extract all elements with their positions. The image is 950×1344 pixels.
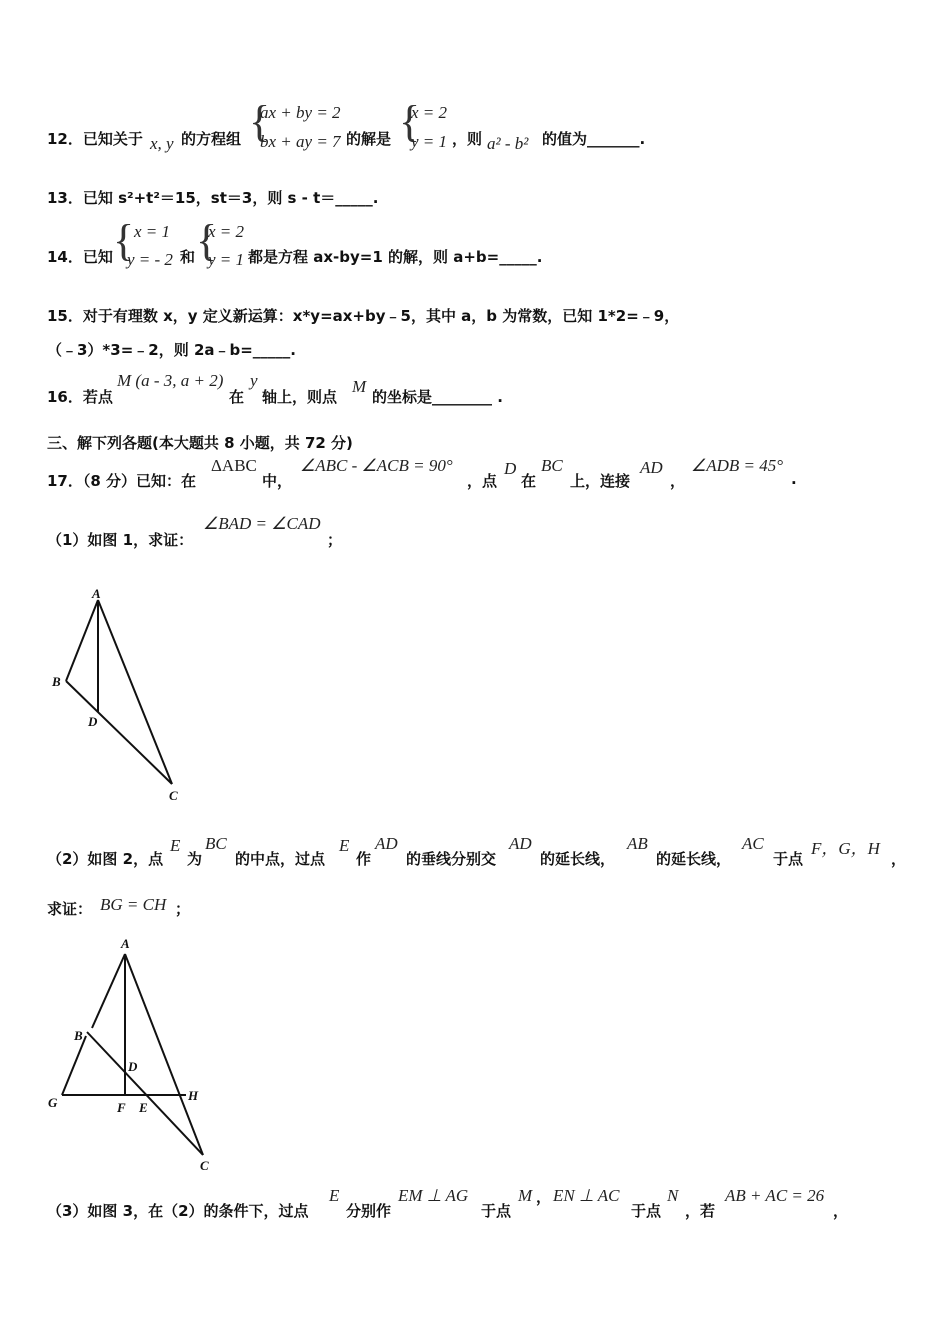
q17-pointD: ，点 — [467, 472, 498, 490]
q17-2-E2: E — [339, 836, 350, 855]
q17-3-prefix: （3）如图 3，在（2）的条件下，过点 — [47, 1202, 309, 1220]
figure-1 — [40, 580, 200, 805]
fig2-side-AC — [125, 954, 203, 1155]
q12-eq2: bx + ay = 7 — [260, 132, 341, 151]
q14-tail: 都是方程 ax-by=1 的解，则 a+b=_____. — [248, 248, 543, 266]
q17-3-em: EM ⊥ AG — [398, 1186, 469, 1205]
fig2-label-H: H — [188, 1088, 199, 1103]
q17-2-expr: BG = CH — [100, 895, 167, 914]
q17-2-perp: 的垂线分别交 — [406, 850, 497, 868]
q17-2-BC: BC — [205, 834, 227, 853]
q17-3-N: N — [667, 1186, 679, 1205]
q17-conn: 上，连接 — [570, 472, 631, 490]
q17-in: 中， — [262, 472, 293, 490]
q17-1-semi: ； — [327, 531, 343, 549]
q17-D: D — [504, 459, 517, 478]
fig2-label-F: F — [117, 1100, 126, 1115]
q17-3-yu1: 于点 — [481, 1202, 512, 1220]
fig1-side-AB — [66, 600, 98, 681]
question-13: 13．已知 s²+t²＝15，st＝3，则 s - t＝_____. — [47, 189, 379, 207]
q12-tail: 的值为_______. — [542, 130, 646, 148]
question-15-line1: 15．对于有理数 x，y 定义新运算：x*y=ax+by﹣5，其中 a，b 为常数，已知 1*2=﹣9， — [47, 307, 680, 325]
q17-2-semi: ； — [175, 900, 191, 918]
q17-dot: . — [791, 470, 797, 488]
q17-3-sum: AB + AC = 26 — [725, 1186, 825, 1205]
q17-2-AD2: AD — [509, 834, 532, 853]
q17-angle2: ∠ADB = 45° — [691, 456, 784, 475]
q17-2-is: 为 — [187, 850, 203, 868]
q17-AD: AD — [640, 458, 663, 477]
q17-2-AB: AB — [627, 834, 648, 853]
fig2-ray-AB — [92, 954, 125, 1028]
q17-1-expr: ∠BAD = ∠CAD — [203, 514, 321, 533]
fig2-label-D: D — [128, 1059, 138, 1074]
fig1-label-A: A — [92, 586, 101, 601]
left-brace-icon: { — [113, 216, 135, 265]
q17-on: 在 — [521, 472, 537, 490]
q12-expr: a² - b² — [487, 134, 529, 153]
fig1-label-C: C — [169, 788, 178, 803]
q14-s2b: y = 1 — [208, 250, 245, 269]
fig2-label-G: G — [48, 1095, 58, 1110]
q16-tail: 的坐标是________ . — [372, 388, 503, 406]
q17-3-each: 分别作 — [346, 1202, 392, 1220]
q12-eq1: ax + by = 2 — [260, 103, 341, 122]
q17-angle: ∠ABC - ∠ACB = 90° — [300, 456, 453, 475]
left-brace-icon: { — [399, 97, 421, 146]
q16-axis: y — [250, 371, 258, 390]
q17-2-pts: F，G，H — [811, 839, 880, 858]
q12-sol1: x = 2 — [411, 103, 448, 122]
q16-mid: 轴上，则点 — [262, 388, 338, 406]
q16-point: M (a - 3, a + 2) — [117, 371, 224, 390]
q17-2-AD: AD — [375, 834, 398, 853]
q16-M: M — [352, 377, 367, 396]
fig2-label-A: A — [121, 936, 130, 951]
q17-2-comma: ， — [891, 850, 907, 868]
fig2-label-C: C — [200, 1158, 209, 1173]
fig2-label-E: E — [139, 1100, 148, 1115]
q12-vars: x, y — [150, 134, 174, 153]
q17-2-mid: 的中点，过点 — [235, 850, 326, 868]
q17-2-ext: 的延长线， — [540, 850, 616, 868]
q17-1-prefix: （1）如图 1，求证： — [47, 531, 194, 549]
q17-3-E: E — [329, 1186, 340, 1205]
q17-2-zuo: 作 — [356, 850, 372, 868]
q17-prefix: 17．（8 分）已知：在 — [47, 472, 197, 490]
fig1-label-B: B — [52, 674, 61, 689]
left-brace-icon: { — [249, 97, 271, 146]
q12-mid2: 的解是 — [346, 130, 392, 148]
q12-then: ，则 — [452, 130, 483, 148]
fig1-label-D: D — [88, 714, 98, 729]
q17-2-yu: 于点 — [773, 850, 804, 868]
q17-3-M: M — [518, 1186, 533, 1205]
q17-2-ext2: 的延长线， — [656, 850, 732, 868]
q17-comma: ， — [670, 472, 686, 490]
q17-2-prove: 求证： — [47, 900, 93, 918]
q14-and: 和 — [180, 248, 196, 266]
q17-BC: BC — [541, 456, 563, 475]
left-brace-icon: { — [196, 216, 218, 265]
q17-3-yu2: 于点 — [631, 1202, 662, 1220]
figure-2 — [40, 930, 230, 1180]
fig1-side-AC — [98, 600, 172, 784]
q17-3-ruo: ，若 — [685, 1202, 716, 1220]
question-15-line2: （﹣3）*3=﹣2，则 2a﹣b=_____. — [47, 341, 297, 359]
q12-prefix: 12．已知关于 — [47, 130, 143, 148]
q16-on: 在 — [229, 388, 245, 406]
fig2-ext-BG — [62, 1036, 86, 1095]
q17-3-comma2: ， — [833, 1202, 849, 1220]
fig2-side-BC — [87, 1032, 203, 1155]
q14-s1b: y = - 2 — [127, 250, 173, 269]
q17-2-E: E — [170, 836, 181, 855]
q17-3-en: EN ⊥ AC — [553, 1186, 620, 1205]
q12-mid: 的方程组 — [181, 130, 242, 148]
fig2-label-B: B — [74, 1028, 83, 1043]
section-heading: 三、解下列各题(本大题共 8 小题，共 72 分) — [47, 434, 353, 452]
q14-s1a: x = 1 — [134, 222, 171, 241]
q14-prefix: 14．已知 — [47, 248, 113, 266]
q17-2-prefix: （2）如图 2，点 — [47, 850, 164, 868]
q17-2-AC: AC — [742, 834, 764, 853]
q16-prefix: 16．若点 — [47, 388, 113, 406]
q14-s2a: x = 2 — [208, 222, 245, 241]
q12-sol2: y = 1 — [411, 132, 448, 151]
fig1-side-BC — [66, 681, 172, 784]
q17-3-comma1: ， — [536, 1188, 552, 1206]
q17-tri: ΔABC — [211, 456, 257, 475]
